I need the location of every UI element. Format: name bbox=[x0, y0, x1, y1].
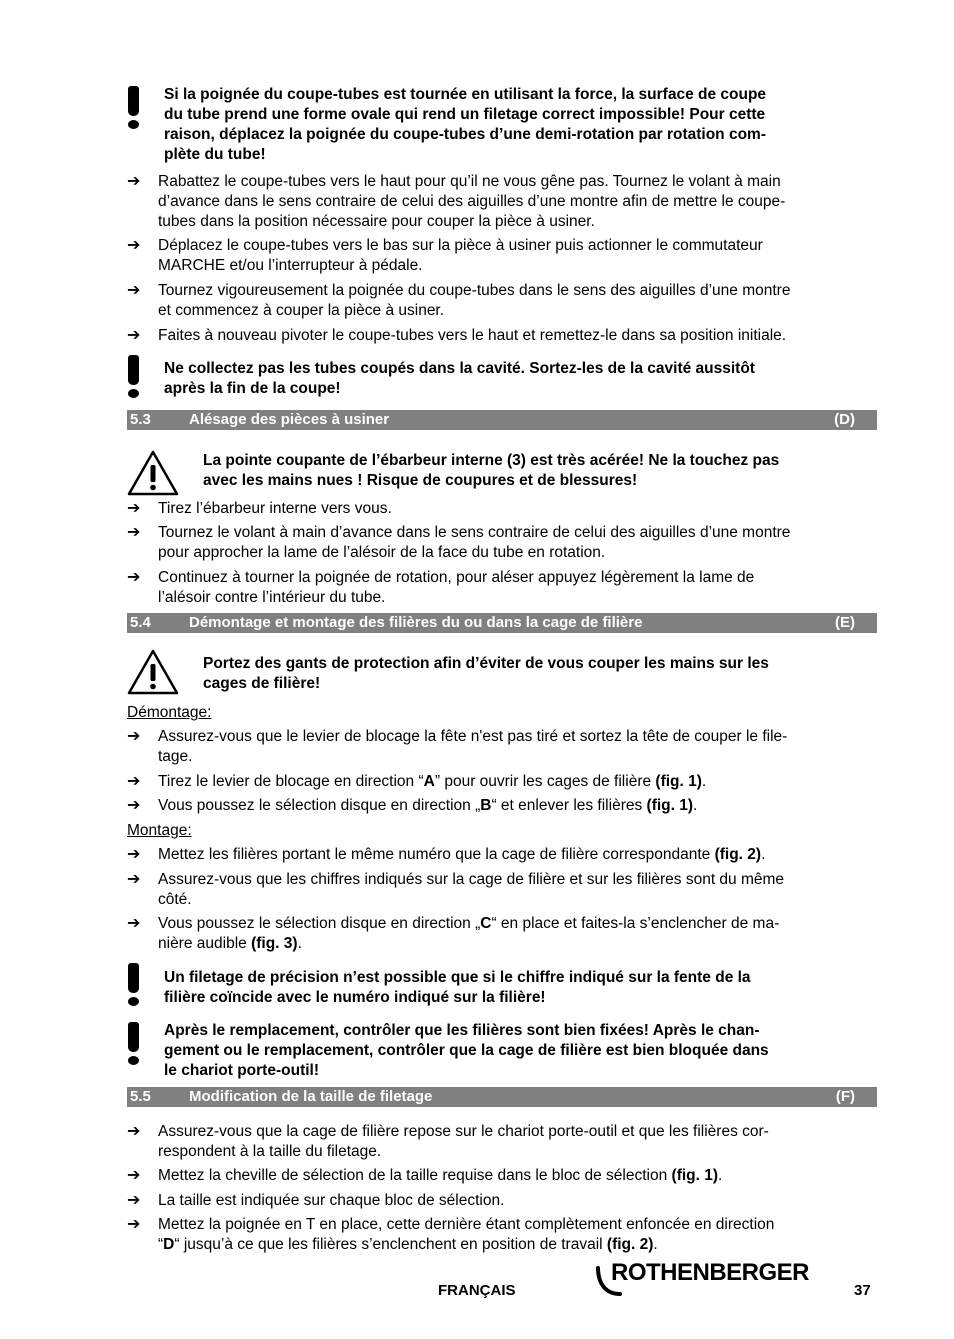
arrow-icon: ➔ bbox=[127, 524, 141, 541]
list-item: Tirez le levier de blocage en direction “A” pour ouvrir les cages de filière (fig. 1). bbox=[158, 773, 707, 790]
caution-note: Un filetage de précision n’est possible que si le chiffre indiqué sur la fente de la filière coïncide avec le numéro indiqué sur la filière! bbox=[164, 969, 751, 1006]
list-item: Tournez vigoureusement la poignée du coupe-tubes dans le sens des aiguilles d’une montre et commencez à couper la pièce à usiner. bbox=[158, 282, 791, 319]
arrow-icon: ➔ bbox=[127, 1192, 141, 1209]
footer-language: FRANÇAIS bbox=[438, 1282, 516, 1299]
subheading-montage: Montage: bbox=[127, 822, 192, 839]
list-item: Déplacez le coupe-tubes vers le bas sur la pièce à usiner puis actionner le commutateur MARCHE et/ou l’interrupteur à pédale. bbox=[158, 237, 763, 274]
arrow-icon: ➔ bbox=[127, 237, 141, 254]
arrow-icon: ➔ bbox=[127, 915, 141, 932]
arrow-icon: ➔ bbox=[127, 1123, 141, 1140]
warning-note: La pointe coupante de l’ébarbeur interne (3) est très acérée! Ne la touchez pas avec les mains nues ! Risque de coupures et de blessures! bbox=[203, 452, 780, 489]
arrow-icon: ➔ bbox=[127, 846, 141, 863]
caution-exclamation-icon bbox=[126, 963, 140, 1006]
list-item: Faites à nouveau pivoter le coupe-tubes vers le haut et remettez-le dans sa position initiale. bbox=[158, 327, 787, 344]
caution-note: Après le remplacement, contrôler que les filières sont bien fixées! Après le chan- gement ou le remplacement, contrôler que la cage de filière est bien bloquée dans le chariot porte-outil! bbox=[164, 1022, 769, 1079]
list-item: Mettez les filières portant le même numéro que la cage de filière correspondante (fig. 2). bbox=[158, 846, 766, 863]
list-item: Tirez l’ébarbeur interne vers vous. bbox=[158, 500, 392, 517]
subheading-demontage: Démontage: bbox=[127, 704, 212, 721]
section-heading-5-4: 5.4 Démontage et montage des filières du ou dans la cage de filière (E) bbox=[127, 613, 877, 633]
list-item: Rabattez le coupe-tubes vers le haut pour qu’il ne vous gêne pas. Tournez le volant à main d’avance dans le sens contraire de celui des aiguilles d’une montre afin de mettre le coupe- tubes dans la position nécessaire pour couper la pièce à usiner. bbox=[158, 173, 786, 230]
page-number: 37 bbox=[854, 1282, 871, 1299]
arrow-icon: ➔ bbox=[127, 797, 141, 814]
arrow-icon: ➔ bbox=[127, 871, 141, 888]
caution-note: Ne collectez pas les tubes coupés dans la cavité. Sortez-les de la cavité aussitôt après la fin de la coupe! bbox=[164, 360, 755, 397]
arrow-icon: ➔ bbox=[127, 1216, 141, 1233]
list-item: Mettez la poignée en T en place, cette dernière étant complètement enfoncée en direction “D“ jusqu’à ce que les filières s’enclenchent en position de travail (fig. 2). bbox=[158, 1216, 775, 1253]
arrow-icon: ➔ bbox=[127, 500, 141, 517]
warning-triangle-icon bbox=[126, 648, 180, 696]
arrow-icon: ➔ bbox=[127, 1167, 141, 1184]
list-item: Assurez-vous que la cage de filière repose sur le chariot porte-outil et que les filières cor- respondent à la taille du filetage. bbox=[158, 1123, 769, 1160]
brand-logo-text: ROTHENBERGER bbox=[611, 1259, 810, 1286]
list-item: Assurez-vous que le levier de blocage la fête n'est pas tiré et sortez la tête de couper le file- tage. bbox=[158, 728, 788, 765]
arrow-icon: ➔ bbox=[127, 728, 141, 745]
list-item: Assurez-vous que les chiffres indiqués sur la cage de filière et sur les filières sont du même côté. bbox=[158, 871, 785, 908]
caution-exclamation-icon bbox=[126, 86, 140, 129]
warning-triangle-icon bbox=[126, 449, 180, 497]
arrow-icon: ➔ bbox=[127, 173, 141, 190]
list-item: Vous poussez le sélection disque en direction „B“ et enlever les filières (fig. 1). bbox=[158, 797, 698, 814]
caution-exclamation-icon bbox=[126, 1022, 140, 1065]
caution-note: Si la poignée du coupe-tubes est tournée en utilisant la force, la surface de coupe du tube prend une forme ovale qui rend un filetage correct impossible! Pour cette raison, déplacez la poignée du coupe-tubes d’une demi-rotation par rotation com- plète du tube! bbox=[164, 86, 767, 163]
arrow-icon: ➔ bbox=[127, 773, 141, 790]
arrow-icon: ➔ bbox=[127, 282, 141, 299]
caution-exclamation-icon bbox=[126, 355, 140, 398]
list-item: Continuez à tourner la poignée de rotation, pour aléser appuyez légèrement la lame de l’alésoir contre l’intérieur du tube. bbox=[158, 569, 755, 606]
section-heading-5-5: 5.5 Modification de la taille de filetage (F) bbox=[127, 1087, 877, 1107]
list-item: Tournez le volant à main d’avance dans le sens contraire de celui des aiguilles d’une montre pour approcher la lame de l’alésoir de la face du tube en rotation. bbox=[158, 524, 791, 561]
warning-note: Portez des gants de protection afin d’éviter de vous couper les mains sur les cages de filière! bbox=[203, 655, 769, 692]
section-heading-5-3: 5.3 Alésage des pièces à usiner (D) bbox=[127, 410, 877, 430]
list-item: Mettez la cheville de sélection de la taille requise dans le bloc de sélection (fig. 1). bbox=[158, 1167, 723, 1184]
arrow-icon: ➔ bbox=[127, 569, 141, 586]
list-item: La taille est indiquée sur chaque bloc de sélection. bbox=[158, 1192, 505, 1209]
list-item: Vous poussez le sélection disque en direction „C“ en place et faites-la s’enclencher de ma- nière audible (fig. 3). bbox=[158, 915, 780, 952]
arrow-icon: ➔ bbox=[127, 327, 141, 344]
